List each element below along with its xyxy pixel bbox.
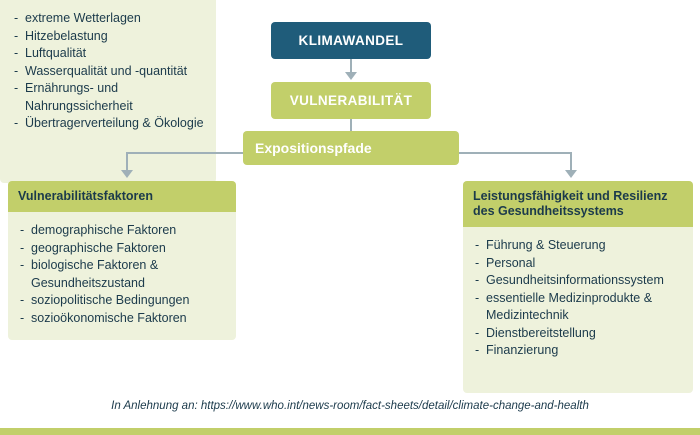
list-item — [14, 10, 204, 28]
list-item-label: Dienstbereitstellung — [486, 325, 596, 340]
node-expositionspfade — [243, 131, 459, 165]
list-item — [20, 310, 224, 328]
panel-vulnerabilitaetsfaktoren-header: Vulnerabilitätsfaktoren — [8, 181, 236, 212]
list-item-label: Übertragerverteilung & Ökologie — [25, 116, 204, 130]
bullet-dash: - — [14, 116, 19, 130]
bullet-dash: - — [475, 325, 480, 340]
bullet-dash: - — [14, 11, 19, 25]
list-item — [20, 222, 224, 240]
node-vulnerabilitaet-label: VULNERABILITÄT — [289, 93, 413, 108]
list-item-label: Personal — [486, 255, 536, 270]
list-item — [475, 272, 681, 290]
list-item — [14, 63, 204, 81]
list-item-label: Gesundheitsinformationssystem — [486, 273, 664, 287]
source-caption: In Anlehnung an: https://www.who.int/news-room/fact-sheets/detail/climate-change-and-health — [111, 400, 589, 412]
list-item — [20, 240, 224, 258]
panel-vulnerabilitaetsfaktoren-body — [8, 212, 236, 337]
bullet-dash: - — [14, 81, 19, 95]
list-item — [14, 80, 204, 115]
node-expositionspfade-label: Expositionspfade — [255, 140, 372, 156]
list-item-label: extreme Wetterlagen — [25, 11, 141, 25]
list-item-label: soziopolitische Bedingungen — [31, 293, 190, 307]
list-item — [475, 290, 681, 325]
bullet-dash: - — [14, 28, 19, 43]
connector-klimawandel-vulnerabilitaet — [350, 59, 352, 73]
arrowhead-to-vulnerabilitaetsfaktoren — [121, 170, 133, 178]
bullet-dash: - — [20, 223, 25, 237]
list-item-label: essentielle Medizinprodukte & Medizintechnik — [486, 290, 653, 322]
connector-branch-right — [459, 152, 572, 154]
bullet-dash: - — [20, 310, 25, 325]
bullet-dash: - — [475, 238, 480, 252]
list-item — [14, 115, 204, 133]
node-vulnerabilitaet — [271, 82, 431, 119]
panel-vulnerabilitaetsfaktoren — [8, 181, 236, 340]
list-item — [475, 255, 681, 273]
list-item-label: Luftqualität — [25, 46, 87, 60]
list-item-label: Hitzebelastung — [25, 28, 108, 43]
list-item-label: Führung & Steuerung — [486, 238, 606, 252]
bullet-dash: - — [20, 240, 25, 255]
connector-vulnerabilitaet-expositionspfade — [350, 119, 352, 131]
vulnerabilitaetsfaktoren-items — [20, 222, 224, 327]
list-item — [14, 45, 204, 63]
bullet-dash: - — [475, 273, 480, 287]
list-item-label: sozioökonomische Faktoren — [31, 310, 187, 325]
bullet-dash: - — [475, 255, 480, 270]
bullet-dash: - — [475, 290, 480, 305]
connector-branch-left — [126, 152, 244, 154]
bullet-dash: - — [20, 258, 25, 272]
list-item — [475, 342, 681, 360]
expositionspfade-body — [0, 0, 216, 143]
list-item-label: demographische Faktoren — [31, 223, 177, 237]
list-item — [20, 257, 224, 292]
connector-right-drop — [570, 152, 572, 172]
list-item — [20, 292, 224, 310]
list-item — [475, 237, 681, 255]
list-item-label: Wasserqualität und -quantität — [25, 63, 188, 78]
list-item-label: Finanzierung — [486, 343, 559, 357]
footer-bar — [0, 428, 700, 435]
list-item-label: biologische Faktoren & Gesundheitszustand — [31, 258, 159, 290]
panel-leistungsfaehigkeit — [463, 181, 693, 393]
bullet-dash: - — [14, 46, 19, 60]
panel-leistungsfaehigkeit-body — [463, 227, 693, 370]
panel-expositionspfade-list — [0, 0, 216, 183]
connector-left-drop — [126, 152, 128, 172]
bullet-dash: - — [14, 63, 19, 78]
arrowhead-to-vulnerabilitaet — [345, 72, 357, 80]
panel-leistungsfaehigkeit-header: Leistungsfähigkeit und Resilienz des Gesundheitssystems — [463, 181, 693, 227]
leistungsfaehigkeit-items — [475, 237, 681, 360]
arrowhead-to-leistungsfaehigkeit — [565, 170, 577, 178]
node-klimawandel — [271, 22, 431, 59]
bullet-dash: - — [20, 293, 25, 307]
bullet-dash: - — [475, 343, 480, 357]
node-klimawandel-label: KLIMAWANDEL — [298, 33, 404, 48]
expositionspfade-items — [14, 10, 204, 133]
list-item — [475, 325, 681, 343]
list-item-label: Ernährungs- und Nahrungssicherheit — [25, 81, 133, 113]
list-item-label: geographische Faktoren — [31, 240, 166, 255]
list-item — [14, 28, 204, 46]
